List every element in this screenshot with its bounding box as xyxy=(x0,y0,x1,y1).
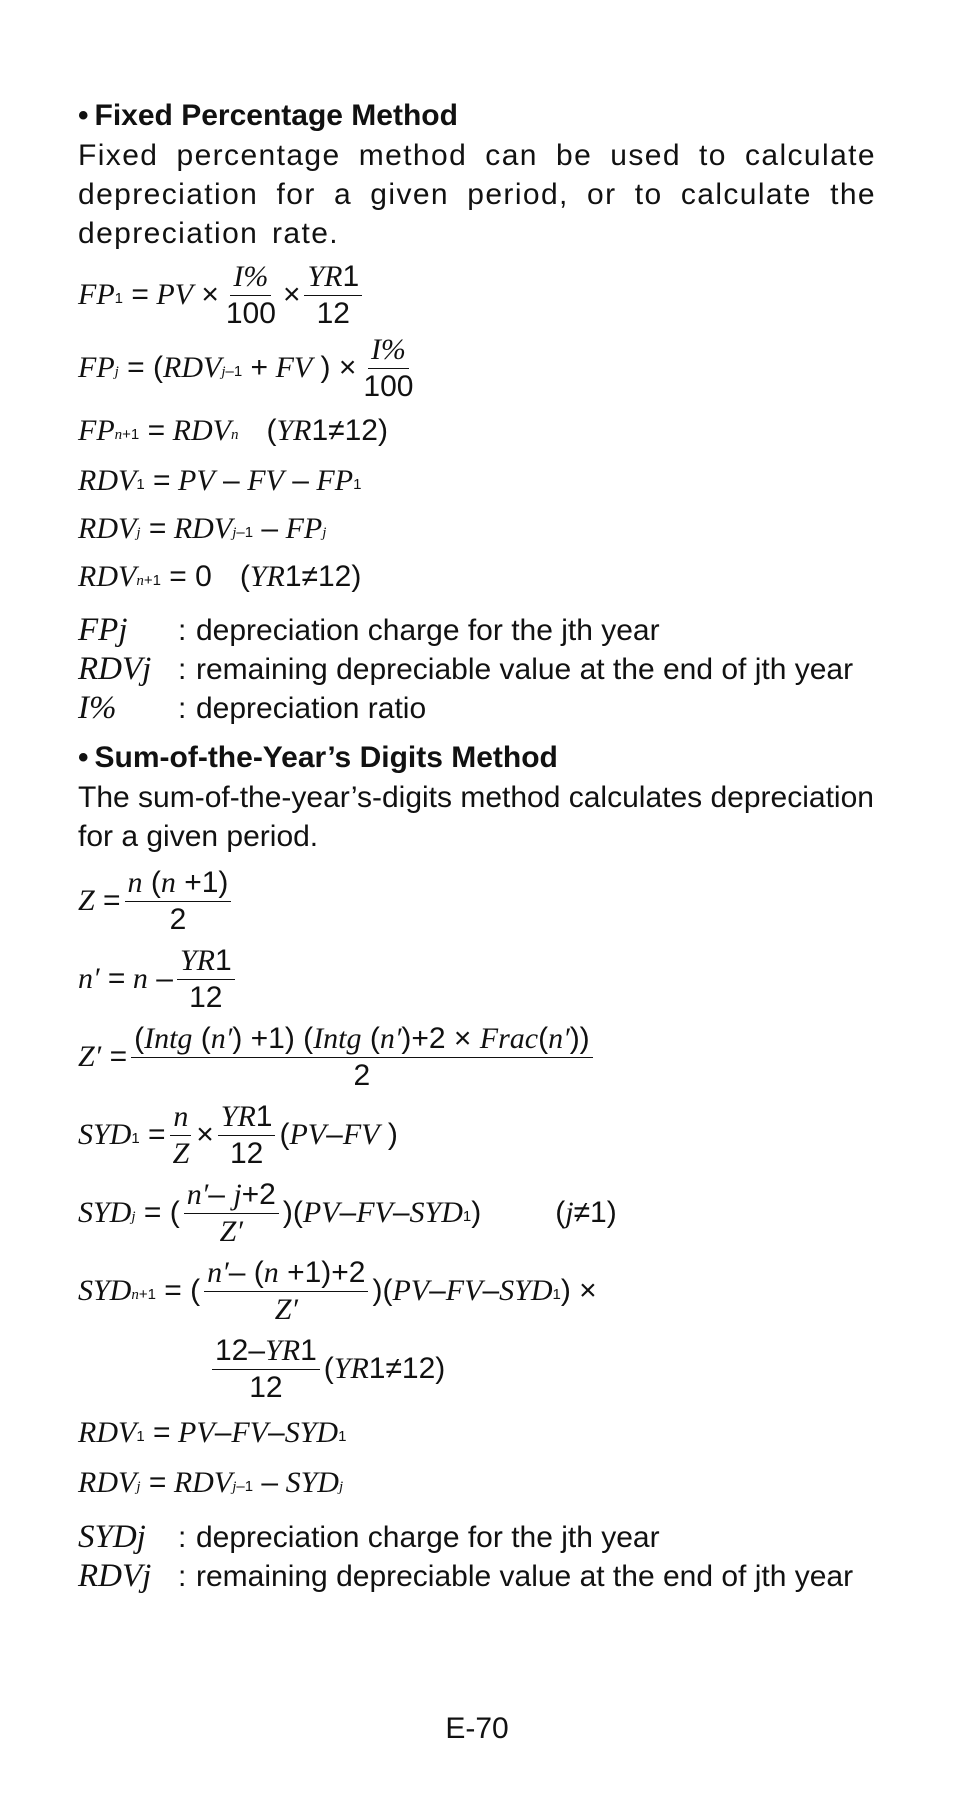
manual-page xyxy=(78,96,876,1596)
definition-term: FPj xyxy=(78,612,128,648)
definition-row: RDVj : remaining depreciable value at the end of jth year xyxy=(78,650,876,689)
definition-desc: depreciation ratio xyxy=(196,692,427,725)
bullet-icon: • xyxy=(78,99,89,132)
formula-z: Z = $\frac{n (n +1)}{2}$ xyxy=(78,862,876,940)
definition-row: RDVj : remaining depreciable value at the end of jth year xyxy=(78,1557,876,1596)
formula-fpj: FP j = ( RDV j –1 + FV ) × $\frac{I\%}{100}$ xyxy=(78,332,414,403)
definition-desc: remaining depreciable value at the end of jth year xyxy=(196,1560,854,1593)
page-number: E-70 xyxy=(445,1712,509,1745)
definition-term: RDVj xyxy=(78,1558,152,1594)
definition-term: I% xyxy=(78,690,117,726)
heading-text: Fixed Percentage Method xyxy=(94,99,458,132)
definition-term: RDVj xyxy=(78,651,152,687)
formula-sydj: SYD j = ( $\frac{n'- j+2}{Z'}$ )( PV – FV – SYD 1 ) ( j ≠1) xyxy=(78,1177,617,1248)
fixed-percentage-definitions xyxy=(78,611,876,728)
sum-of-years-formulas xyxy=(78,862,876,1508)
definition-desc: depreciation charge for the jth year xyxy=(196,614,660,647)
formula-rdvj-syd: RDV j = RDV j –1 – SYD j xyxy=(78,1466,344,1499)
formula-rdvj: RDV j = RDV j –1 – FP j xyxy=(78,512,327,545)
formula-z-prime: Z′ = $\frac{\text{(Intg (n′) +1) (Intg (n′)+2 × Frac(n′))}}{2}$ xyxy=(78,1018,876,1096)
definition-desc: depreciation charge for the jth year xyxy=(196,1521,660,1554)
definition-row: FPj : depreciation charge for the jth year xyxy=(78,611,876,650)
heading-text: Sum-of-the-Year’s Digits Method xyxy=(94,741,558,774)
section-heading-sum-of-years xyxy=(78,738,876,778)
sum-of-years-definitions xyxy=(78,1518,876,1596)
definition-row: I% : depreciation ratio xyxy=(78,689,876,728)
formula-rdv1-syd: RDV 1 = PV – FV – SYD 1 xyxy=(78,1416,347,1449)
formula-syd1: SYD 1 = $\frac{n}{Z}$ × $\frac{YR1}{12}$ ( PV – FV ) xyxy=(78,1099,398,1170)
formula-fp1: FP 1 = PV × $\frac{I\%}{100}$ × $\frac{YR1}{12}$ xyxy=(78,259,876,331)
definition-term: SYDj xyxy=(78,1519,146,1555)
bullet-icon: • xyxy=(78,741,89,774)
definition-row: SYDj : depreciation charge for the jth year xyxy=(78,1518,876,1557)
formula-fpn1: FP n +1 = RDV n ( YR 1≠12) xyxy=(78,414,388,447)
definition-desc: remaining depreciable value at the end of jth year xyxy=(196,653,854,686)
sum-of-years-intro: The sum-of-the-year’s-digits method calculates depreciation for a given period. xyxy=(78,781,874,853)
section-heading-fixed-percentage xyxy=(78,96,876,136)
fixed-percentage-intro: Fixed percentage method can be used to calculate depreciation for a given period, or to calculate the depreciation rate. xyxy=(78,139,876,250)
formula-n-prime: n′ = n – $\frac{YR1}{12}$ xyxy=(78,940,876,1018)
formula-rdvn1: RDV n +1 = 0 ( YR 1≠12) xyxy=(78,560,362,593)
fixed-percentage-formulas xyxy=(78,259,876,601)
formula-sydn1-line1: SYD n +1 = ( $\frac{n'- (n +1)+2}{Z'}$ )( PV – FV – SYD 1 ) × xyxy=(78,1255,597,1326)
formula-sydn1-line2: $\frac{12-YR1}{12}$ ( YR 1≠12) xyxy=(78,1330,876,1408)
formula-rdv1: RDV 1 = PV – FV – FP 1 xyxy=(78,464,362,497)
